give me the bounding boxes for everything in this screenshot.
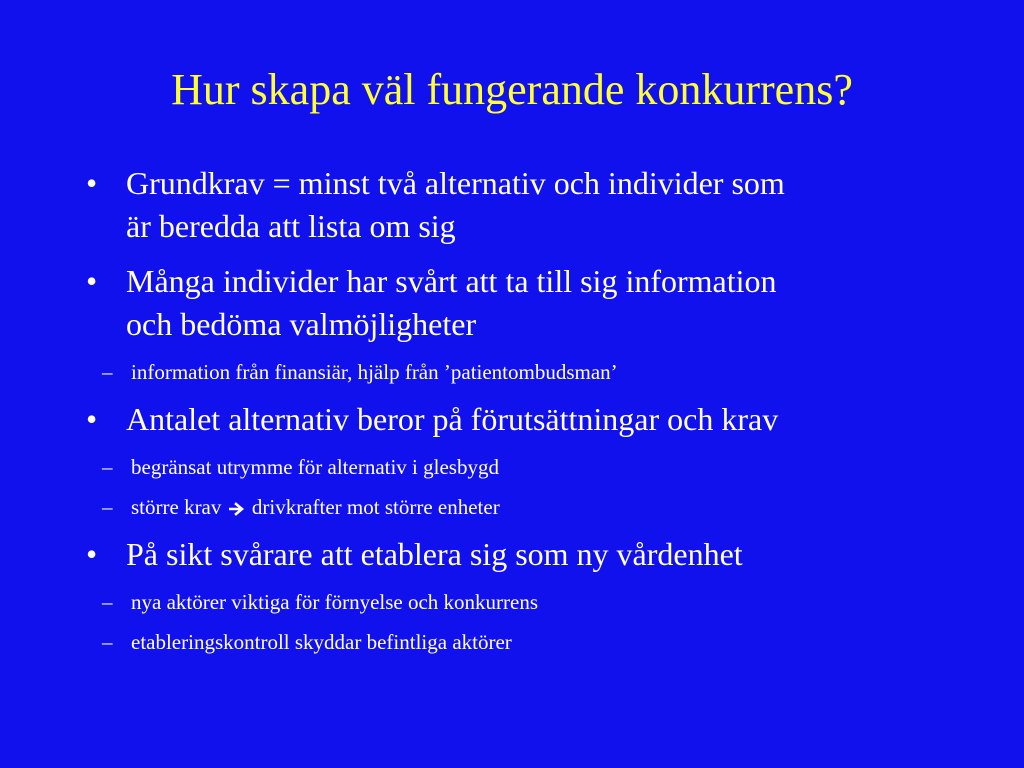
sub-text-3-2a: större krav — [131, 495, 222, 519]
bullet-list — [86, 162, 986, 668]
bullet-text-4: På sikt svårare att etablera sig som ny vårdenhet — [126, 536, 743, 572]
bullet-item-1 — [86, 162, 986, 248]
bullet-icon: • — [86, 165, 98, 201]
sub-list-2 — [86, 358, 986, 386]
bullet-text-2b: och bedöma valmöjligheter — [126, 306, 477, 342]
bullet-item-4 — [86, 533, 986, 576]
bullet-item-2 — [86, 260, 986, 346]
bullet-icon: • — [86, 263, 98, 299]
sub-text-4-1: nya aktörer viktiga för förnyelse och konkurrens — [131, 590, 539, 614]
sub-text-3-2b: drivkrafter mot större enheter — [251, 495, 500, 519]
dash-icon: – — [102, 495, 113, 519]
slide-title: Hur skapa väl fungerande konkurrens? — [171, 65, 853, 114]
sub-item-2-1 — [86, 358, 986, 386]
bullet-item-3 — [86, 398, 986, 441]
bullet-icon: • — [86, 401, 98, 437]
sub-item-3-1 — [86, 453, 986, 481]
dash-icon: – — [102, 630, 113, 654]
dash-icon: – — [102, 360, 113, 384]
sub-text-4-2: etableringskontroll skyddar befintliga aktörer — [131, 630, 512, 654]
dash-icon: – — [102, 455, 113, 479]
bullet-text-1a: Grundkrav = minst två alternativ och individer som — [126, 165, 785, 201]
dash-icon: – — [102, 590, 113, 614]
sub-list-3 — [86, 453, 986, 521]
sub-list-4 — [86, 588, 986, 656]
right-arrow-icon — [229, 502, 245, 516]
sub-item-3-2 — [86, 493, 986, 521]
bullet-text-3: Antalet alternativ beror på förutsättningar och krav — [126, 401, 779, 437]
sub-text-2-1: information från finansiär, hjälp från ’patientombudsman’ — [131, 360, 618, 384]
bullet-text-1b: är beredda att lista om sig — [126, 208, 456, 244]
sub-item-4-2 — [86, 628, 986, 656]
sub-text-3-1: begränsat utrymme för alternativ i glesbygd — [131, 455, 499, 479]
bullet-text-2a: Många individer har svårt att ta till sig information — [126, 263, 777, 299]
sub-item-4-1 — [86, 588, 986, 616]
bullet-icon: • — [86, 536, 98, 572]
